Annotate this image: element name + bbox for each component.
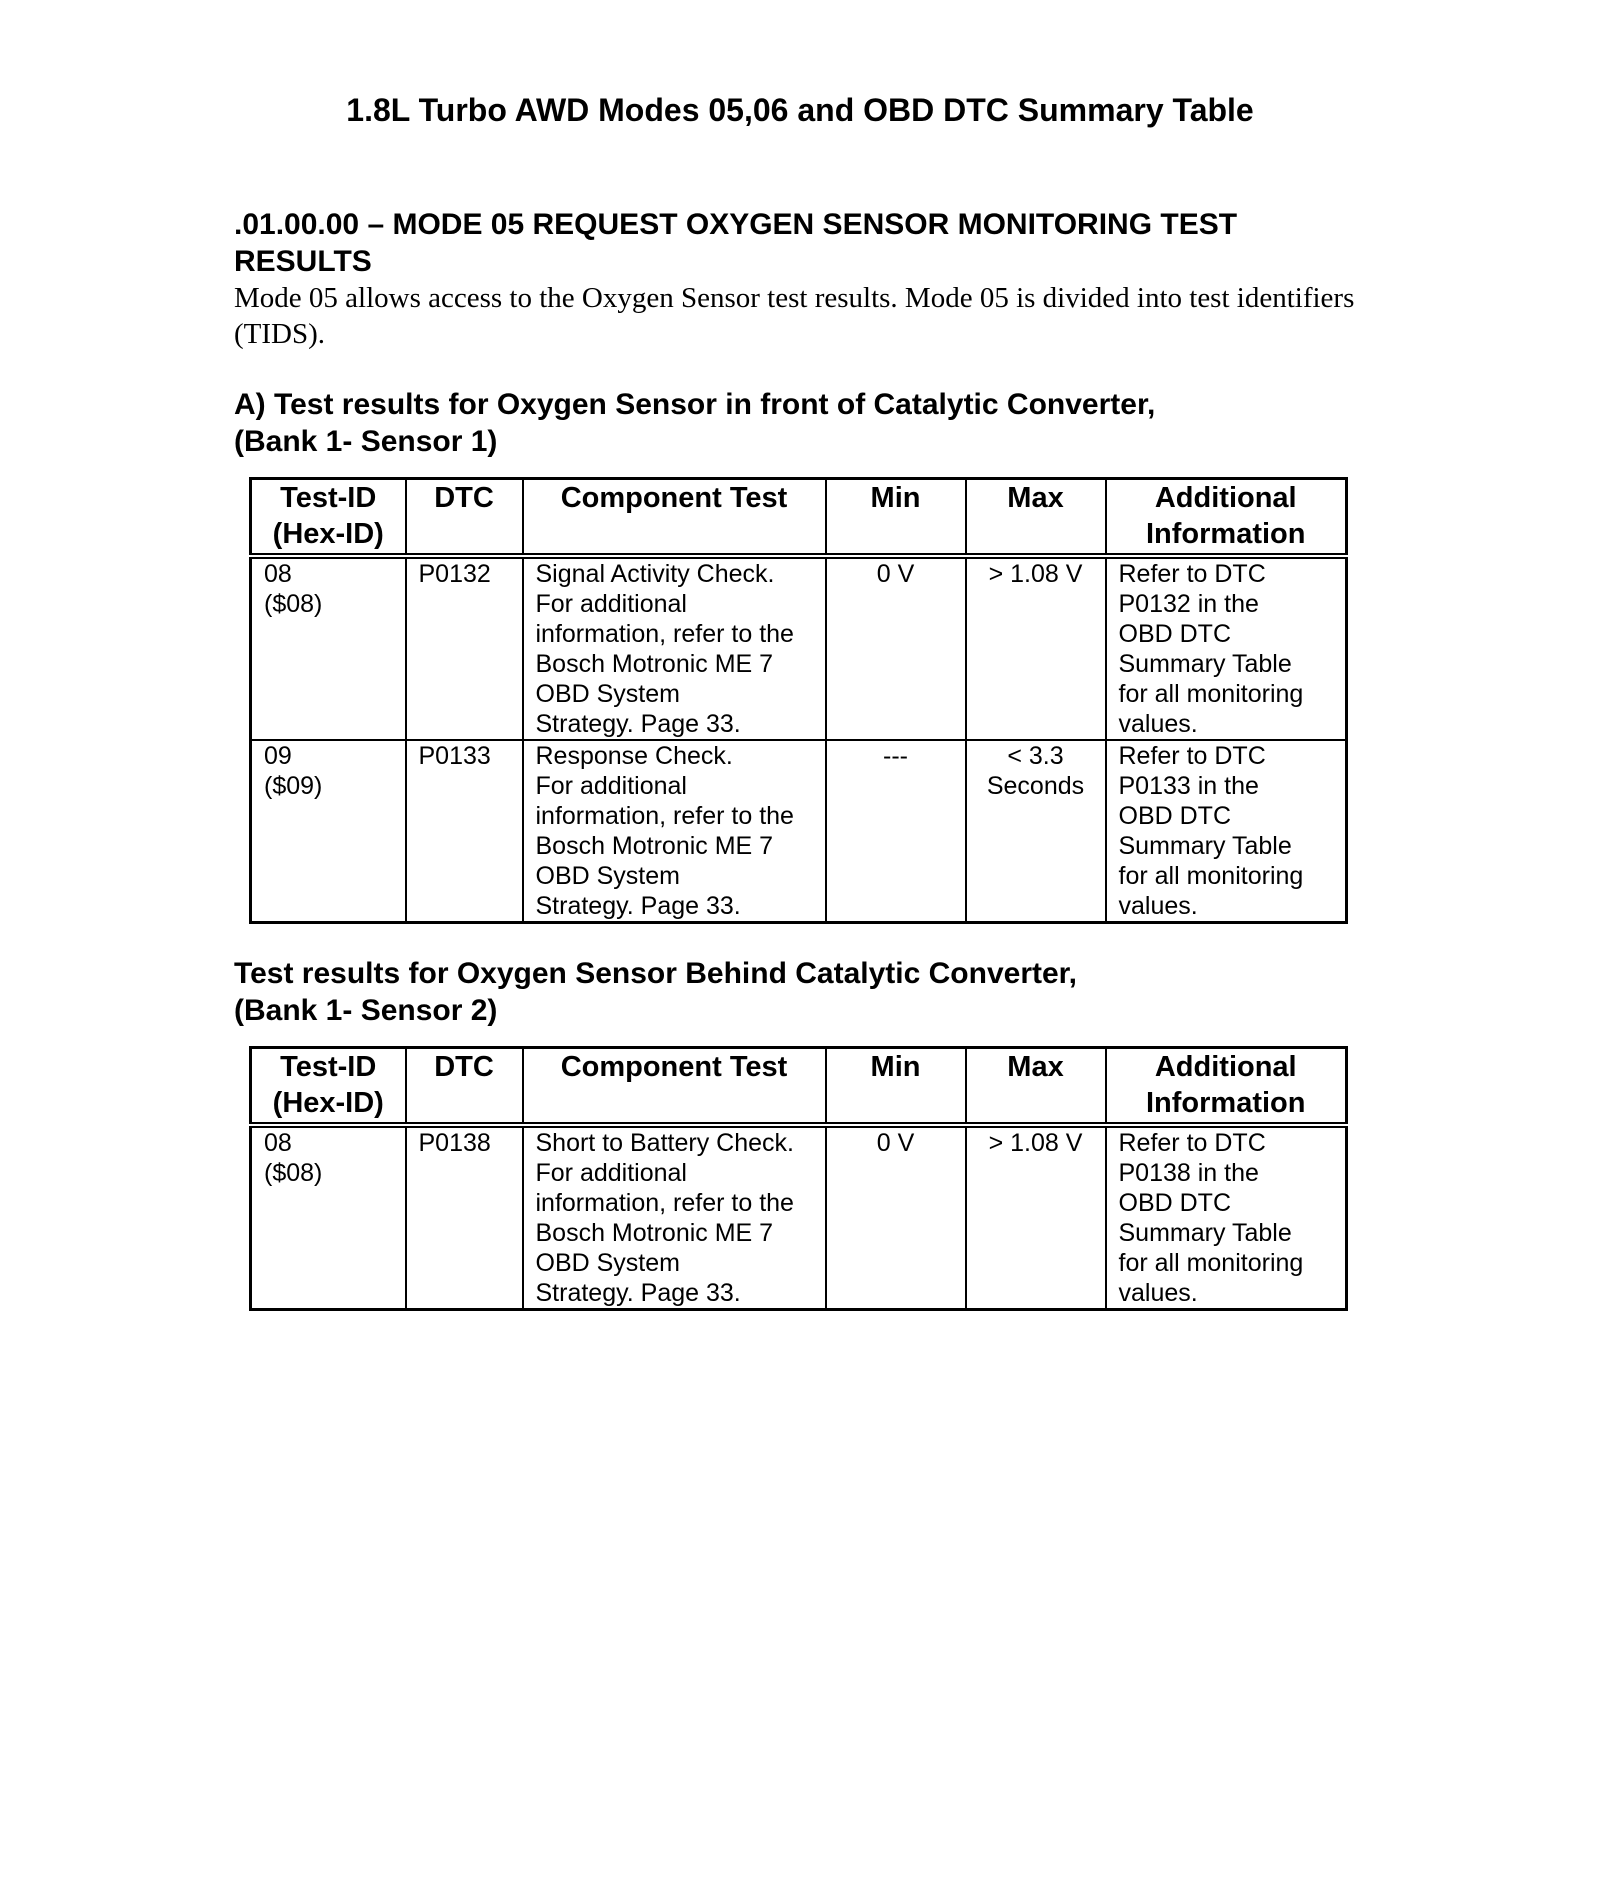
col-header-max: Max (966, 479, 1106, 557)
oxygen-sensor-1-table (249, 477, 1348, 924)
col-header-dtc: DTC (406, 479, 523, 557)
cell-min: 0 V (826, 556, 966, 740)
col-header-component-test: Component Test (523, 479, 826, 557)
table-b-heading: Test results for Oxygen Sensor Behind Catalytic Converter, (Bank 1- Sensor 2) (234, 957, 1078, 1027)
table-header-row (251, 479, 1347, 557)
cell-max: < 3.3 Seconds (966, 740, 1106, 923)
cell-test-id: 09 ($09) (251, 740, 406, 923)
section-heading: .01.00.00 – MODE 05 REQUEST OXYGEN SENSOR MONITORING TEST RESULTS (234, 208, 1238, 278)
cell-component-test: Signal Activity Check. For additional information, refer to the Bosch Motronic ME 7 OBD System Strategy. Page 33. (523, 556, 826, 740)
table-row (251, 556, 1347, 740)
table-row (251, 1125, 1347, 1310)
cell-test-id: 08 ($08) (251, 556, 406, 740)
page-title: 1.8L Turbo AWD Modes 05,06 and OBD DTC Summary Table (346, 92, 1254, 128)
table-a-heading: A) Test results for Oxygen Sensor in front of Catalytic Converter, (Bank 1- Sensor 1) (234, 388, 1156, 458)
intro-paragraph: Mode 05 allows access to the Oxygen Sensor test results. Mode 05 is divided into test identifiers (TIDS). (234, 282, 1355, 350)
cell-dtc: P0133 (406, 740, 523, 923)
col-header-max: Max (966, 1048, 1106, 1126)
cell-min: --- (826, 740, 966, 923)
cell-min: 0 V (826, 1125, 966, 1310)
col-header-test-id: Test-ID (Hex-ID) (251, 479, 406, 557)
col-header-additional: Additional Information (1106, 1048, 1347, 1126)
col-header-component-test: Component Test (523, 1048, 826, 1126)
col-header-additional: Additional Information (1106, 479, 1347, 557)
cell-component-test: Response Check. For additional information, refer to the Bosch Motronic ME 7 OBD System Strategy. Page 33. (523, 740, 826, 923)
cell-test-id: 08 ($08) (251, 1125, 406, 1310)
cell-component-test: Short to Battery Check. For additional information, refer to the Bosch Motronic ME 7 OBD System Strategy. Page 33. (523, 1125, 826, 1310)
cell-max: > 1.08 V (966, 1125, 1106, 1310)
oxygen-sensor-2-table (249, 1046, 1348, 1311)
col-header-dtc: DTC (406, 1048, 523, 1126)
cell-additional: Refer to DTC P0133 in the OBD DTC Summary Table for all monitoring values. (1106, 740, 1347, 923)
cell-additional: Refer to DTC P0132 in the OBD DTC Summary Table for all monitoring values. (1106, 556, 1347, 740)
col-header-min: Min (826, 479, 966, 557)
col-header-min: Min (826, 1048, 966, 1126)
table-header-row (251, 1048, 1347, 1126)
cell-dtc: P0132 (406, 556, 523, 740)
cell-max: > 1.08 V (966, 556, 1106, 740)
cell-additional: Refer to DTC P0138 in the OBD DTC Summary Table for all monitoring values. (1106, 1125, 1347, 1310)
col-header-test-id: Test-ID (Hex-ID) (251, 1048, 406, 1126)
table-row (251, 740, 1347, 923)
cell-dtc: P0138 (406, 1125, 523, 1310)
